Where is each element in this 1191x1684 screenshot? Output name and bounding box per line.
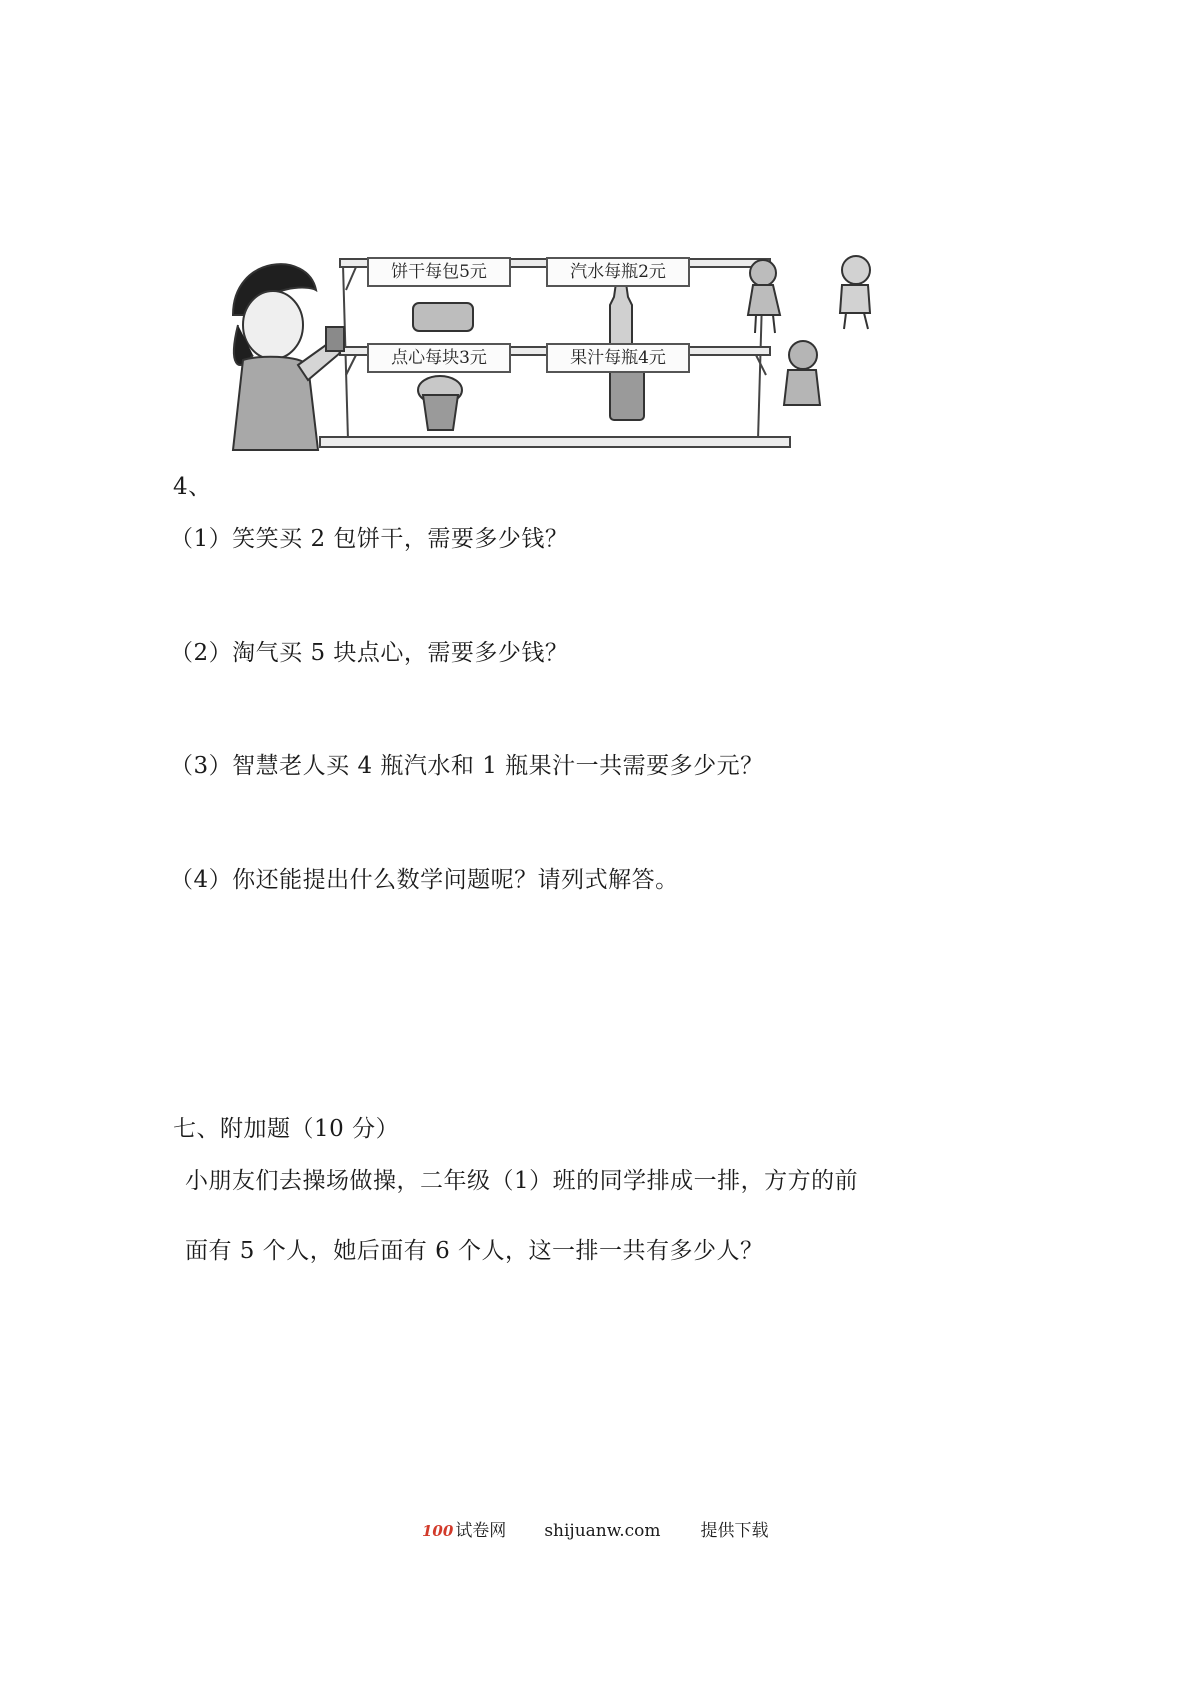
- price-sign-snack: 点心每块3元: [367, 343, 511, 373]
- footer-domain[interactable]: shijuanw.com: [544, 1521, 661, 1541]
- question-4-item-1: （1）笑笑买 2 包饼干，需要多少钱？: [170, 526, 569, 552]
- question-4-item-3: （3）智慧老人买 4 瓶汽水和 1 瓶果汁一共需要多少元？: [170, 753, 764, 779]
- footer-note: 提供下载: [700, 1521, 769, 1541]
- footer: [422, 1516, 769, 1541]
- price-sign-soda: 汽水每瓶2元: [546, 257, 690, 287]
- price-sign-biscuit: 饼干每包5元: [367, 257, 511, 287]
- question-4-number: 4、: [173, 474, 212, 500]
- question-4-item-4: （4）你还能提出什么数学问题呢？请列式解答。: [170, 867, 679, 893]
- section-7-title: 七、附加题（10 分）: [173, 1116, 400, 1142]
- shop-illustration: [228, 245, 908, 460]
- question-4-item-2: （2）淘气买 5 块点心，需要多少钱？: [170, 640, 569, 666]
- section-7-line-2: 面有 5 个人，她后面有 6 个人，这一排一共有多少人？: [185, 1238, 764, 1264]
- section-7-line-1: 小朋友们去操场做操，二年级（1）班的同学排成一排，方方的前: [185, 1168, 859, 1194]
- price-sign-juice: 果汁每瓶4元: [546, 343, 690, 373]
- footer-logo: 100: [422, 1522, 454, 1540]
- footer-site-name: 试卷网: [455, 1521, 507, 1541]
